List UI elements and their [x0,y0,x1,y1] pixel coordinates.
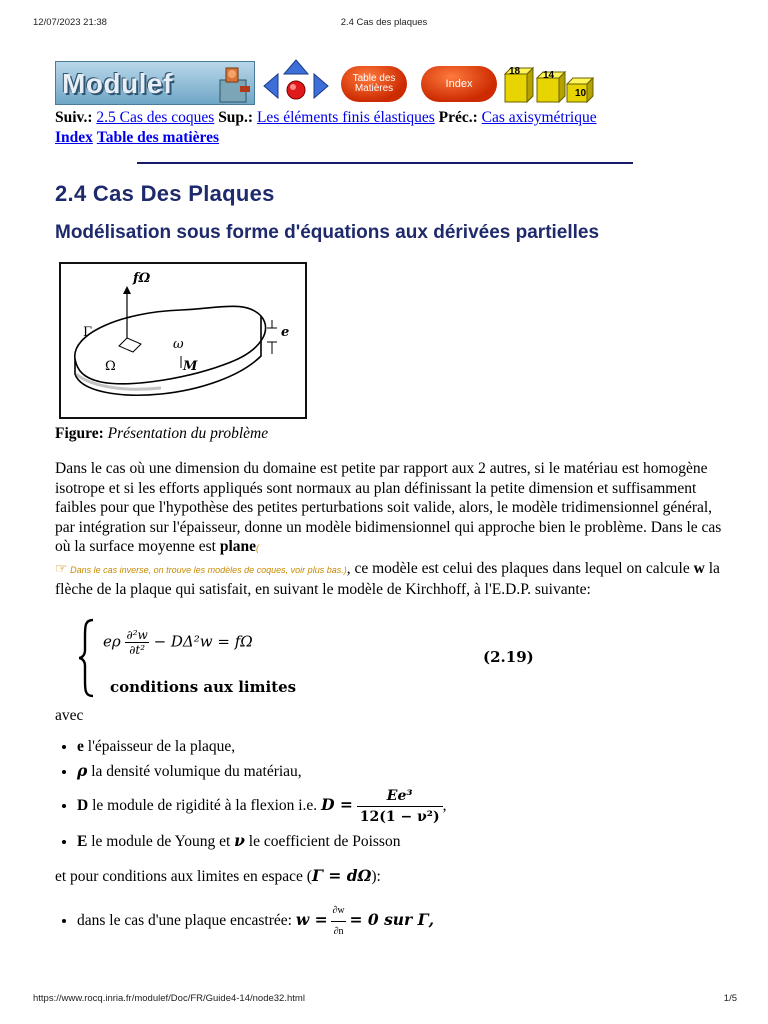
shell-note: Dans le cas inverse, on trouve les modèles de coques, voir plus bas.) [67,564,347,575]
intro-text-c: la flèche de la plaque qui satisfait, en suivant le modèle de Kirchhoff, à l'E.D.P. suivante: [55,559,720,598]
param-D-text: le module de rigidité à la flexion i.e. [88,797,322,815]
bc-item-text: dans le cas d'une plaque encastrée: [77,911,296,929]
pointing-hand-icon: ☞ [55,561,68,577]
param-D-frac-num: Ee³ [357,786,443,807]
box-14-label: 14 [543,70,555,81]
box-10-label: 10 [575,88,587,99]
list-item [77,761,735,782]
param-e-text: l'épaisseur de la plaque, [83,738,236,755]
box-18-label: 18 [509,66,521,77]
equation-number: (2.19) [483,647,534,666]
intro-text-a: Dans le cas où une dimension du domaine est petite par rapport aux 2 autres, si le matériau est homogène isotrope et si les efforts appliqués sont normaux au plan définissant la petite dimension et suffisamment faibles pour que l'hypothèse des petites perturbations soit valide, alors, le modèle tridimensionnel général, par intégration sur l'épaisseur, donne un modèle bidimensionnel qui approche bien le problème. Dans le cas où la surface moyenne est [55,460,722,555]
intro-paragraph [55,459,735,600]
bc-frac-den: ∂n [333,925,344,937]
param-E-text-a: le module de Young et [87,833,235,850]
list-item [77,737,735,757]
prev-link[interactable]: Cas axisymétrique [481,109,597,126]
figure-label-f: fΩ [133,271,151,286]
param-D-frac-den: 12(1 − ν²) [359,809,440,825]
next-label: Suiv.: [55,109,93,126]
print-header [0,17,768,31]
logo-text: Modulef [62,68,173,99]
print-footer [0,993,768,1007]
modulef-machine-icon [214,64,254,104]
prev-label: Préc.: [438,109,478,126]
toc-button[interactable]: Table des Matières [341,66,407,102]
bc-formula-a: w = [295,909,328,929]
page-box-10-icon[interactable] [563,64,597,104]
page-box-14-icon[interactable] [533,64,567,104]
modulef-logo[interactable] [55,61,255,105]
toc-link[interactable]: Table des matières [96,129,220,146]
param-D-symbol: D [77,797,89,815]
page-content [55,58,735,946]
intro-bold-w: w [693,559,705,577]
list-item [77,831,735,852]
page-box-18-icon[interactable] [501,64,535,104]
nav-links [55,108,735,148]
print-title: 2.4 Cas des plaques [340,17,428,28]
up-link[interactable]: Les éléments finis élastiques [256,109,435,126]
boundary-tail: ): [371,868,381,885]
param-E-text-b: le coefficient de Poisson [244,833,401,850]
print-page-number: 1/5 [723,993,737,1004]
intro-text-b: , ce modèle est celui des plaques dans lequel on calcule [346,559,694,577]
bc-frac-num: ∂w [331,901,345,922]
figure-label-gamma: Γ [83,325,93,340]
figure-label-omega: ω [173,337,184,352]
subsection-title: Modélisation sous forme d'équations aux dérivées partielles [55,222,600,243]
list-item [77,786,735,827]
up-label: Sup.: [218,109,254,126]
eq-frac-den: ∂t² [129,642,146,657]
boundary-condition-list [55,901,735,942]
boundary-paragraph [55,866,735,887]
nav-arrows-icon[interactable] [260,58,332,108]
equation-line-1 [103,628,253,657]
parameter-list [55,737,735,852]
index-link[interactable]: Index [55,129,93,146]
eq-fraction [125,628,148,657]
plate-equation [55,616,735,702]
param-e-symbol: e [77,738,84,755]
section-title: 2.4 Cas Des Plaques [55,181,275,206]
avec-text: avec [55,706,84,724]
param-nu-symbol: ν [234,831,245,850]
eq-rest: − DΔ²w = fΩ [153,632,253,650]
boundary-text: et pour conditions aux limites en espace ( [55,868,312,885]
boundary-formula: Γ = dΩ [311,866,372,885]
figure-label-M: M [183,359,198,374]
figure-label-Omega: Ω [105,359,116,374]
index-button[interactable]: Index [421,66,497,102]
param-D-formula-lhs: D = [321,795,353,815]
param-rho-symbol: ρ [77,761,88,780]
figure-caption [55,425,735,443]
bc-fraction [331,901,345,942]
param-D-fraction [357,786,443,827]
eq-frac-num: ∂²w [126,627,148,642]
bc-formula-b: = 0 sur Γ, [349,909,435,929]
print-datetime: 12/07/2023 21:38 [33,17,107,28]
list-item [77,901,735,942]
param-rho-text: la densité volumique du matériau, [87,763,302,780]
figure-label-e: e [281,325,290,340]
next-link[interactable]: 2.5 Cas des coques [96,109,215,126]
navigation-banner [55,58,735,108]
figure-caption-text: Présentation du problème [107,425,269,442]
horizontal-rule [137,162,633,164]
plate-figure [59,262,307,419]
intro-bold-plane: plane [219,538,257,555]
note-open: ( [256,543,260,553]
figure-caption-label: Figure: [55,425,104,442]
plate-diagram [61,264,305,417]
eq-prefix: eρ [103,632,121,650]
param-E-symbol: E [77,833,88,850]
param-D-tail: , [442,797,447,815]
brace-icon [77,618,97,698]
print-url: https://www.rocq.inria.fr/modulef/Doc/FR/Guide4-14/node32.html [33,993,305,1004]
equation-line-2: conditions aux limites [110,677,297,696]
